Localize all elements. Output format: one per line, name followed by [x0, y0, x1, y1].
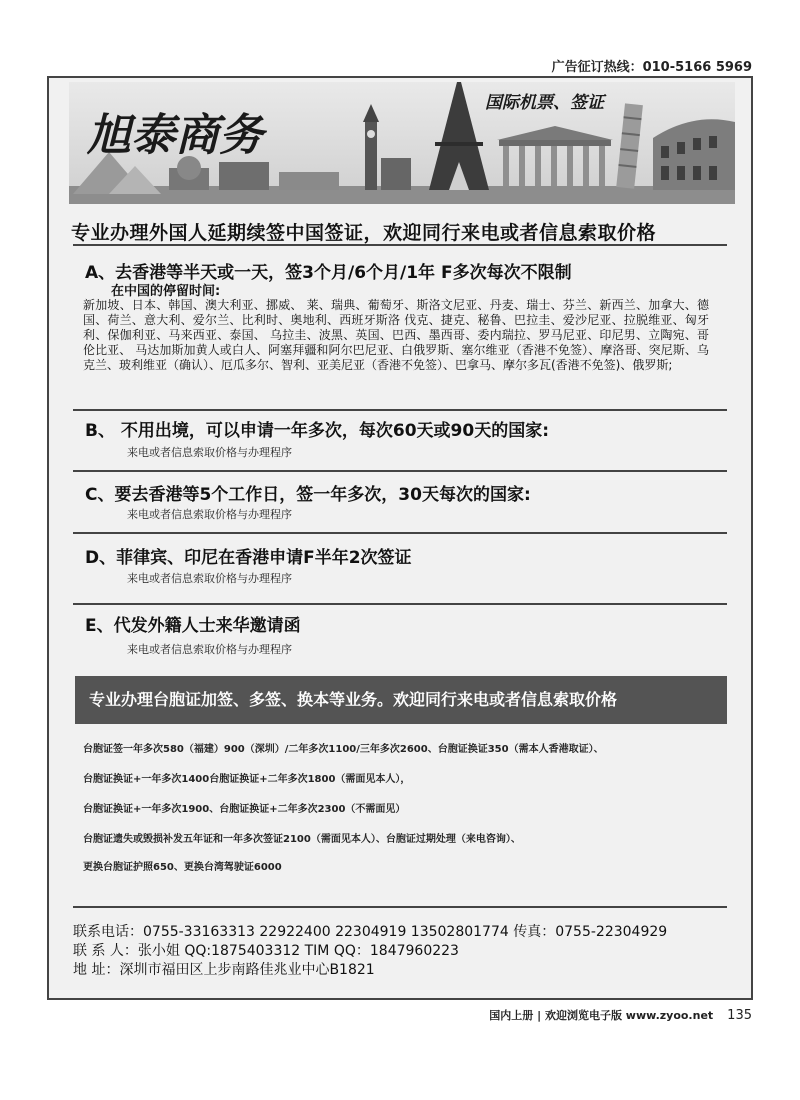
fee-line: 台胞证遗失或毁损补发五年证和一年多次签证2100（需面见本人）、台胞证过期处理（来电咨询）、	[83, 834, 521, 845]
section-d-note: 来电或者信息索取价格与办理程序	[127, 572, 292, 585]
section-b-note: 来电或者信息索取价格与办理程序	[127, 446, 292, 459]
fee-line: 更换台胞证护照650、更换台湾驾驶证6000	[83, 862, 282, 873]
ad-hotline: 广告征订热线：010-5166 5969	[551, 60, 752, 75]
section-e-title: E、代发外籍人士来华邀请函	[85, 616, 301, 636]
contact-address: 地 址：深圳市福田区上步南路佳兆业中心B1821	[73, 962, 375, 978]
brand-logo: 旭泰商务	[87, 110, 263, 161]
contact-phone: 联系电话：0755-33163313 22922400 22304919 13502801774 传真：0755-22304929	[73, 924, 668, 940]
section-c-note: 来电或者信息索取价格与办理程序	[127, 508, 292, 521]
taiwan-service-banner: 专业办理台胞证加签、多签、换本等业务。欢迎同行来电或者信息索取价格	[75, 676, 727, 724]
fee-line: 台胞证换证+一年多次1400台胞证换证+二年多次1800（需面见本人），	[83, 774, 411, 785]
fee-line: 台胞证签一年多次580（福建）900（深圳）/二年多次1100/三年多次2600、台胞证换证350（需本人香港取证）、	[83, 744, 604, 755]
fee-line: 台胞证换证+一年多次1900、台胞证换证+二年多次2300（不需面见）	[83, 804, 406, 815]
page-number: 135	[727, 1008, 752, 1023]
section-e-note: 来电或者信息索取价格与办理程序	[127, 643, 292, 656]
ad-frame	[47, 76, 753, 1000]
section-d-title: D、菲律宾、印尼在香港申请F半年2次签证	[85, 548, 412, 568]
footer-text: 国内上册 | 欢迎浏览电子版 www.zyoo.net	[489, 1009, 714, 1022]
banner-tagline: 国际机票、签证	[485, 93, 604, 113]
divider	[73, 244, 727, 246]
section-c-title: C、要去香港等5个工作日，签一年多次，30天每次的国家:	[85, 485, 531, 505]
divider	[73, 603, 727, 605]
divider	[73, 532, 727, 534]
divider	[73, 470, 727, 472]
divider	[73, 906, 727, 908]
divider	[73, 409, 727, 411]
section-a-title: A、去香港等半天或一天，签3个月/6个月/1年 F多次每次不限制	[85, 263, 572, 283]
travel-banner	[69, 82, 735, 204]
page-footer	[489, 1007, 752, 1023]
section-b-title: B、 不用出境，可以申请一年多次，每次60天或90天的国家:	[85, 421, 549, 441]
country-list: 新加坡、日本、韩国、澳大利亚、挪威、 莱、瑞典、葡萄牙、斯洛文尼亚、丹麦、瑞士、芬兰、新西兰、加拿大、德国、荷兰、意大利、爱尔兰、比利时、奥地利、西班牙斯洛 伐克、捷克、秘鲁、巴拉圭、爱沙尼亚、拉脱维亚、匈牙利、保伽利亚、马来西亚、泰国、 乌拉圭、波黑、英国、巴西、墨西哥、委内瑞拉、罗马尼亚、印尼男、立陶宛、哥伦比亚、 马达加斯加黄人或白人、阿塞拜疆和阿尔巴尼亚、白俄罗斯、塞尔维亚（香港不免签）、摩洛哥、突尼斯、乌克兰、玻利维亚（确认）、厄瓜多尔、智利、亚美尼亚（香港不免签）、巴拿马、摩尔多瓦(香港不免签)、俄罗斯;	[83, 298, 709, 372]
page-headline: 专业办理外国人延期续签中国签证，欢迎同行来电或者信息索取价格	[71, 222, 657, 244]
landmarks-illustration	[69, 82, 735, 204]
contact-person: 联 系 人：张小姐 QQ:1875403312 TIM QQ：1847960223	[73, 943, 459, 959]
section-a-subhead: 在中国的停留时间:	[111, 284, 221, 299]
